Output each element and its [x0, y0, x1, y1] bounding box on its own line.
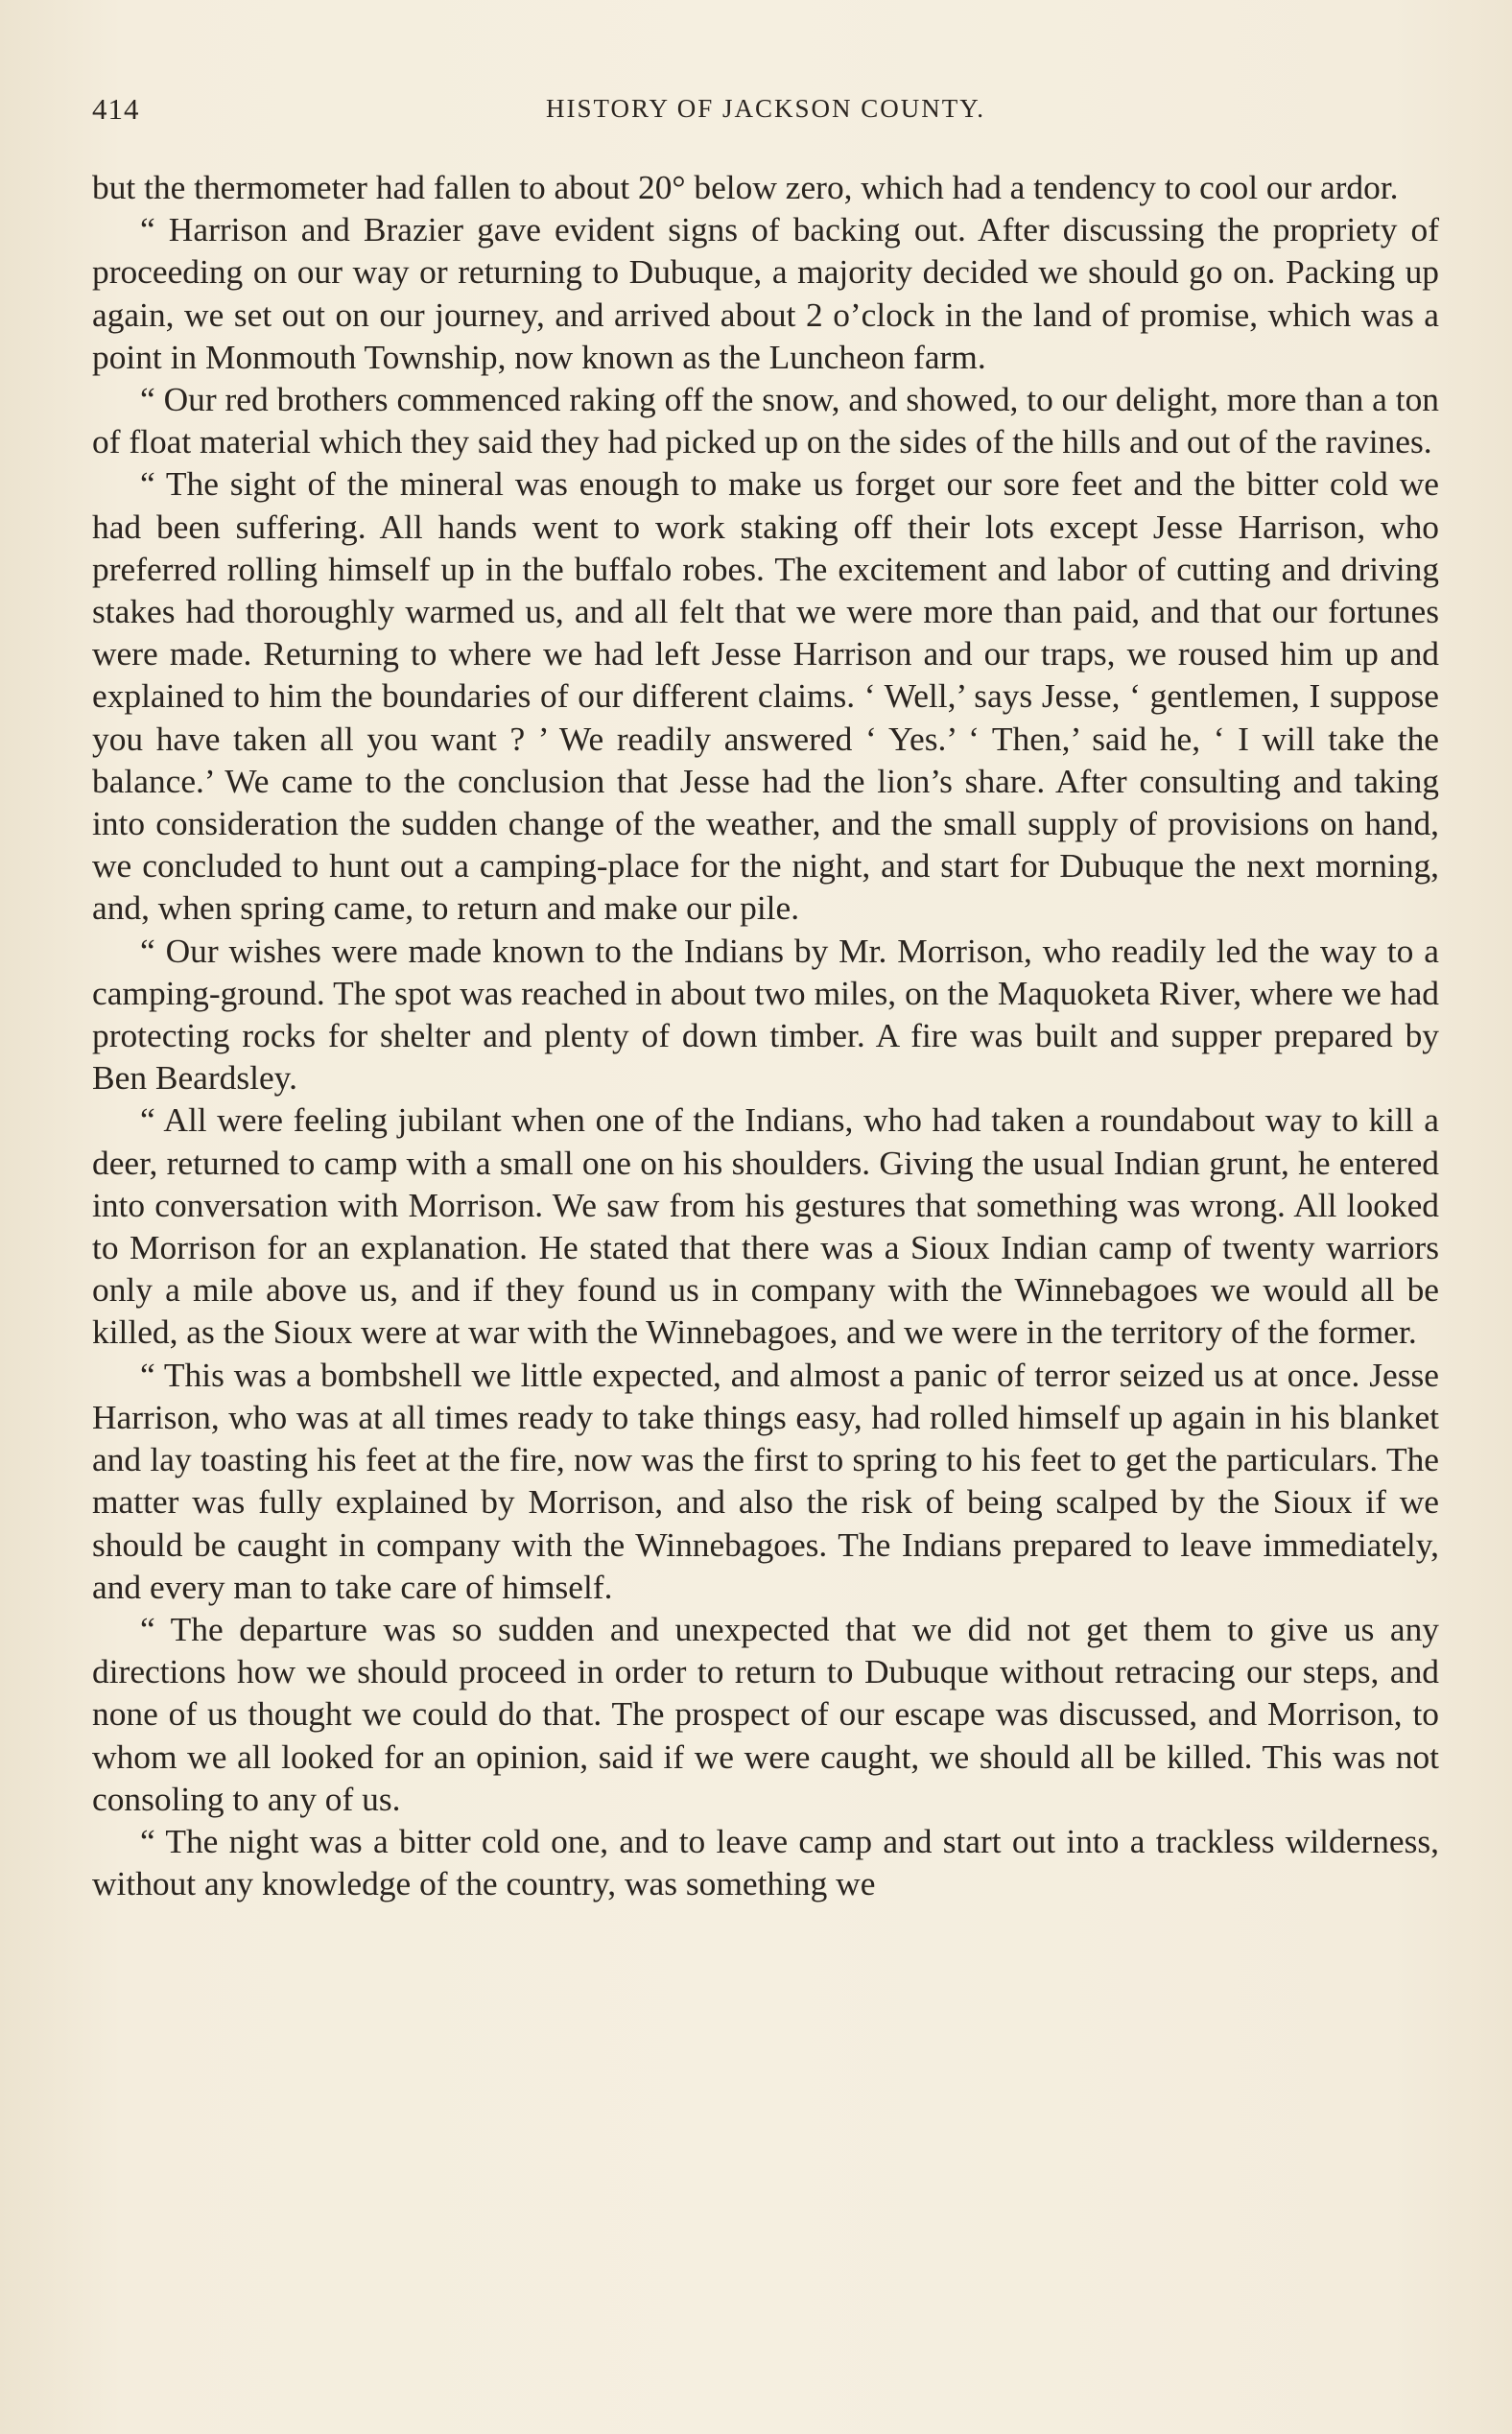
running-title: HISTORY OF JACKSON COUNTY.	[545, 94, 986, 123]
page-header	[92, 92, 1439, 130]
paragraph: “ The departure was so sudden and unexpected that we did not get them to give us any directions how we should proceed in order to return to Dubuque without retracing our steps, and none of us thought we could do that. The prospect of our escape was discussed, and Morrison, to whom we all looked for an opinion, said if we were caught, we should all be killed. This was not consoling to any of us.	[92, 1609, 1439, 1818]
page-number: 414	[92, 92, 140, 126]
paragraph-continuation: but the thermometer had fallen to about 20° below zero, which had a tendency to cool our ardor.	[92, 168, 1399, 206]
paragraph: “ The night was a bitter cold one, and to leave camp and start out into a trackless wilderness, without any knowledge of the country, was something we	[92, 1821, 1439, 1903]
body-text	[92, 166, 1439, 1904]
paragraph: “ Our wishes were made known to the Indians by Mr. Morrison, who readily led the way to a camping-ground. The spot was reached in about two miles, on the Maquoketa River, where we had protecting rocks for shelter and plenty of down timber. A fire was built and supper prepared by Ben Beardsley.	[92, 931, 1439, 1098]
paragraph: “ Our red brothers commenced raking off the snow, and showed, to our delight, more than a ton of float material which they said they had picked up on the sides of the hills and out of the ravines.	[92, 380, 1439, 461]
paragraph: “ Harrison and Brazier gave evident signs of backing out. After discussing the propriety of proceeding on our way or returning to Dubuque, a majority decided we should go on. Packing up again, we set out on our journey, and arrived about 2 o’clock in the land of promise, which was a point in Monmouth Township, now known as the Luncheon farm.	[92, 210, 1439, 376]
paragraph: “ All were feeling jubilant when one of the Indians, who had taken a roundabout way to kill a deer, returned to camp with a small one on his shoulders. Giving the usual Indian grunt, he entered into conversation with Morrison. We saw from his gestures that something was wrong. All looked to Morrison for an explanation. He stated that there was a Sioux Indian camp of twenty warriors only a mile above us, and if they found us in company with the Winnebagoes we would all be killed, as the Sioux were at war with the Winnebagoes, and we were in the territory of the former.	[92, 1100, 1439, 1352]
paragraph: “ The sight of the mineral was enough to make us forget our sore feet and the bitter cold we had been suffering. All hands went to work staking off their lots except Jesse Harrison, who preferred rolling himself up in the buffalo robes. The excitement and labor of cutting and driving stakes had thoroughly warmed us, and all felt that we were more than paid, and that our fortunes were made. Returning to where we had left Jesse Harrison and our traps, we roused him up and explained to him the boundaries of our different claims. ‘ Well,’ says Jesse, ‘ gentlemen, I suppose you have taken all you want ? ’ We readily answered ‘ Yes.’ ‘ Then,’ said he, ‘ I will take the balance.’ We came to the conclusion that Jesse had the lion’s share. After consulting and taking into consideration the sudden change of the weather, and the small supply of provisions on hand, we concluded to hunt out a camping-place for the night, and start for Dubuque the next morning, and, when spring came, to return and make our pile.	[92, 464, 1439, 928]
paragraph: “ This was a bombshell we little expected, and almost a panic of terror seized us at once. Jesse Harrison, who was at all times ready to take things easy, had rolled himself up again in his blanket and lay toasting his feet at the fire, now was the first to spring to his feet to get the particulars. The matter was fully explained by Morrison, and also the risk of being scalped by the Sioux if we should be caught in company with the Winnebagoes. The Indians prepared to leave immediately, and every man to take care of himself.	[92, 1355, 1439, 1606]
